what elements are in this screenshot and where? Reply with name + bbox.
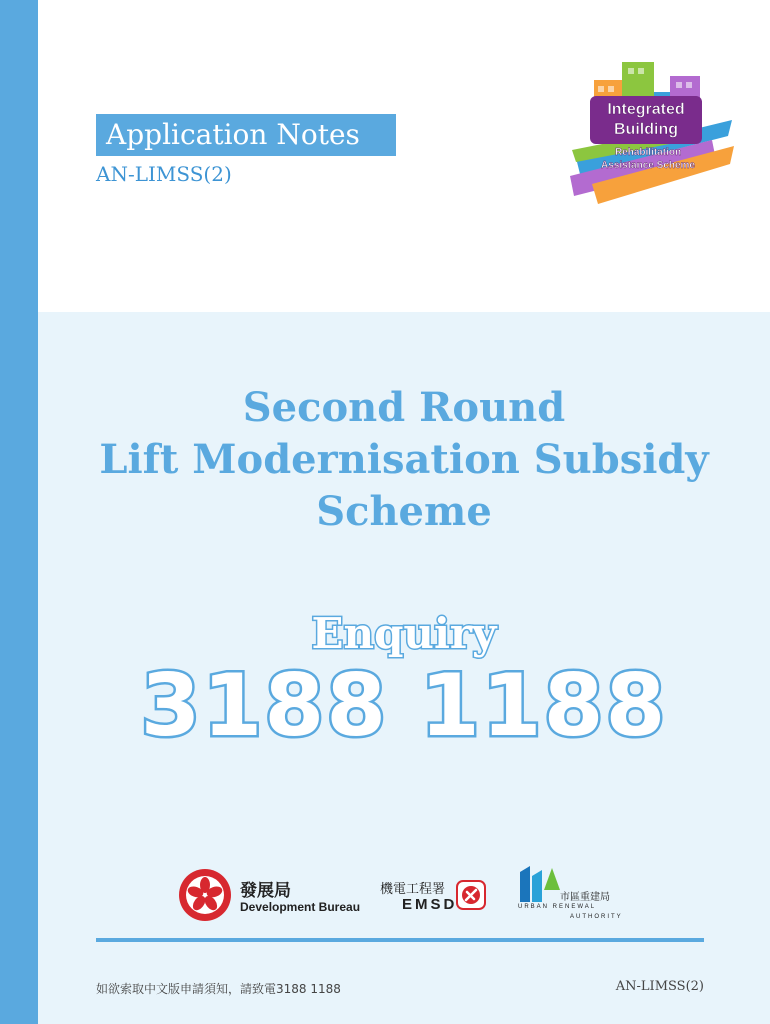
iba-logo-line1: Integrated (607, 101, 685, 118)
iba-logo-line4: Assistance Scheme (601, 160, 695, 171)
footer-document-code: AN-LIMSS(2) (615, 979, 704, 994)
enquiry-label: Enquiry (311, 609, 497, 658)
left-accent-bar (0, 0, 38, 1024)
development-bureau-name-en: Development Bureau (240, 900, 361, 914)
scheme-title-line3: Scheme (316, 488, 492, 535)
ura-name-en-line1: URBAN RENEWAL (518, 904, 597, 910)
emsd-name-zh: 機電工程署 (380, 882, 446, 897)
footer-divider (96, 938, 704, 942)
emsd-logo (380, 878, 490, 918)
iba-scheme-logo (562, 58, 740, 208)
hksar-emblem-icon (178, 868, 232, 922)
ura-name-zh: 市區重建局 (560, 892, 610, 903)
development-bureau-name-zh: 發展局 (240, 881, 291, 901)
ura-name-en-line2: AUTHORITY (570, 914, 623, 920)
ura-emblem-icon (518, 864, 562, 904)
iba-logo-line2: Building (614, 121, 678, 138)
document-code: AN-LIMSS(2) (96, 162, 232, 186)
iba-logo-line3: Rehabilitation (614, 147, 682, 158)
enquiry-phone-number: 3188 1188 (140, 656, 668, 756)
scheme-title-line2: Lift Modernisation Subsidy (99, 436, 709, 483)
scheme-title-line1: Second Round (242, 384, 566, 431)
chinese-version-note: 如欲索取中文版申請須知，請致電3188 1188 (96, 982, 341, 996)
emsd-emblem-icon (456, 880, 486, 910)
emsd-name-en: EMSD (402, 896, 458, 913)
ura-logo (514, 862, 644, 922)
development-bureau-logo (178, 868, 368, 928)
application-notes-label: Application Notes (106, 118, 360, 151)
